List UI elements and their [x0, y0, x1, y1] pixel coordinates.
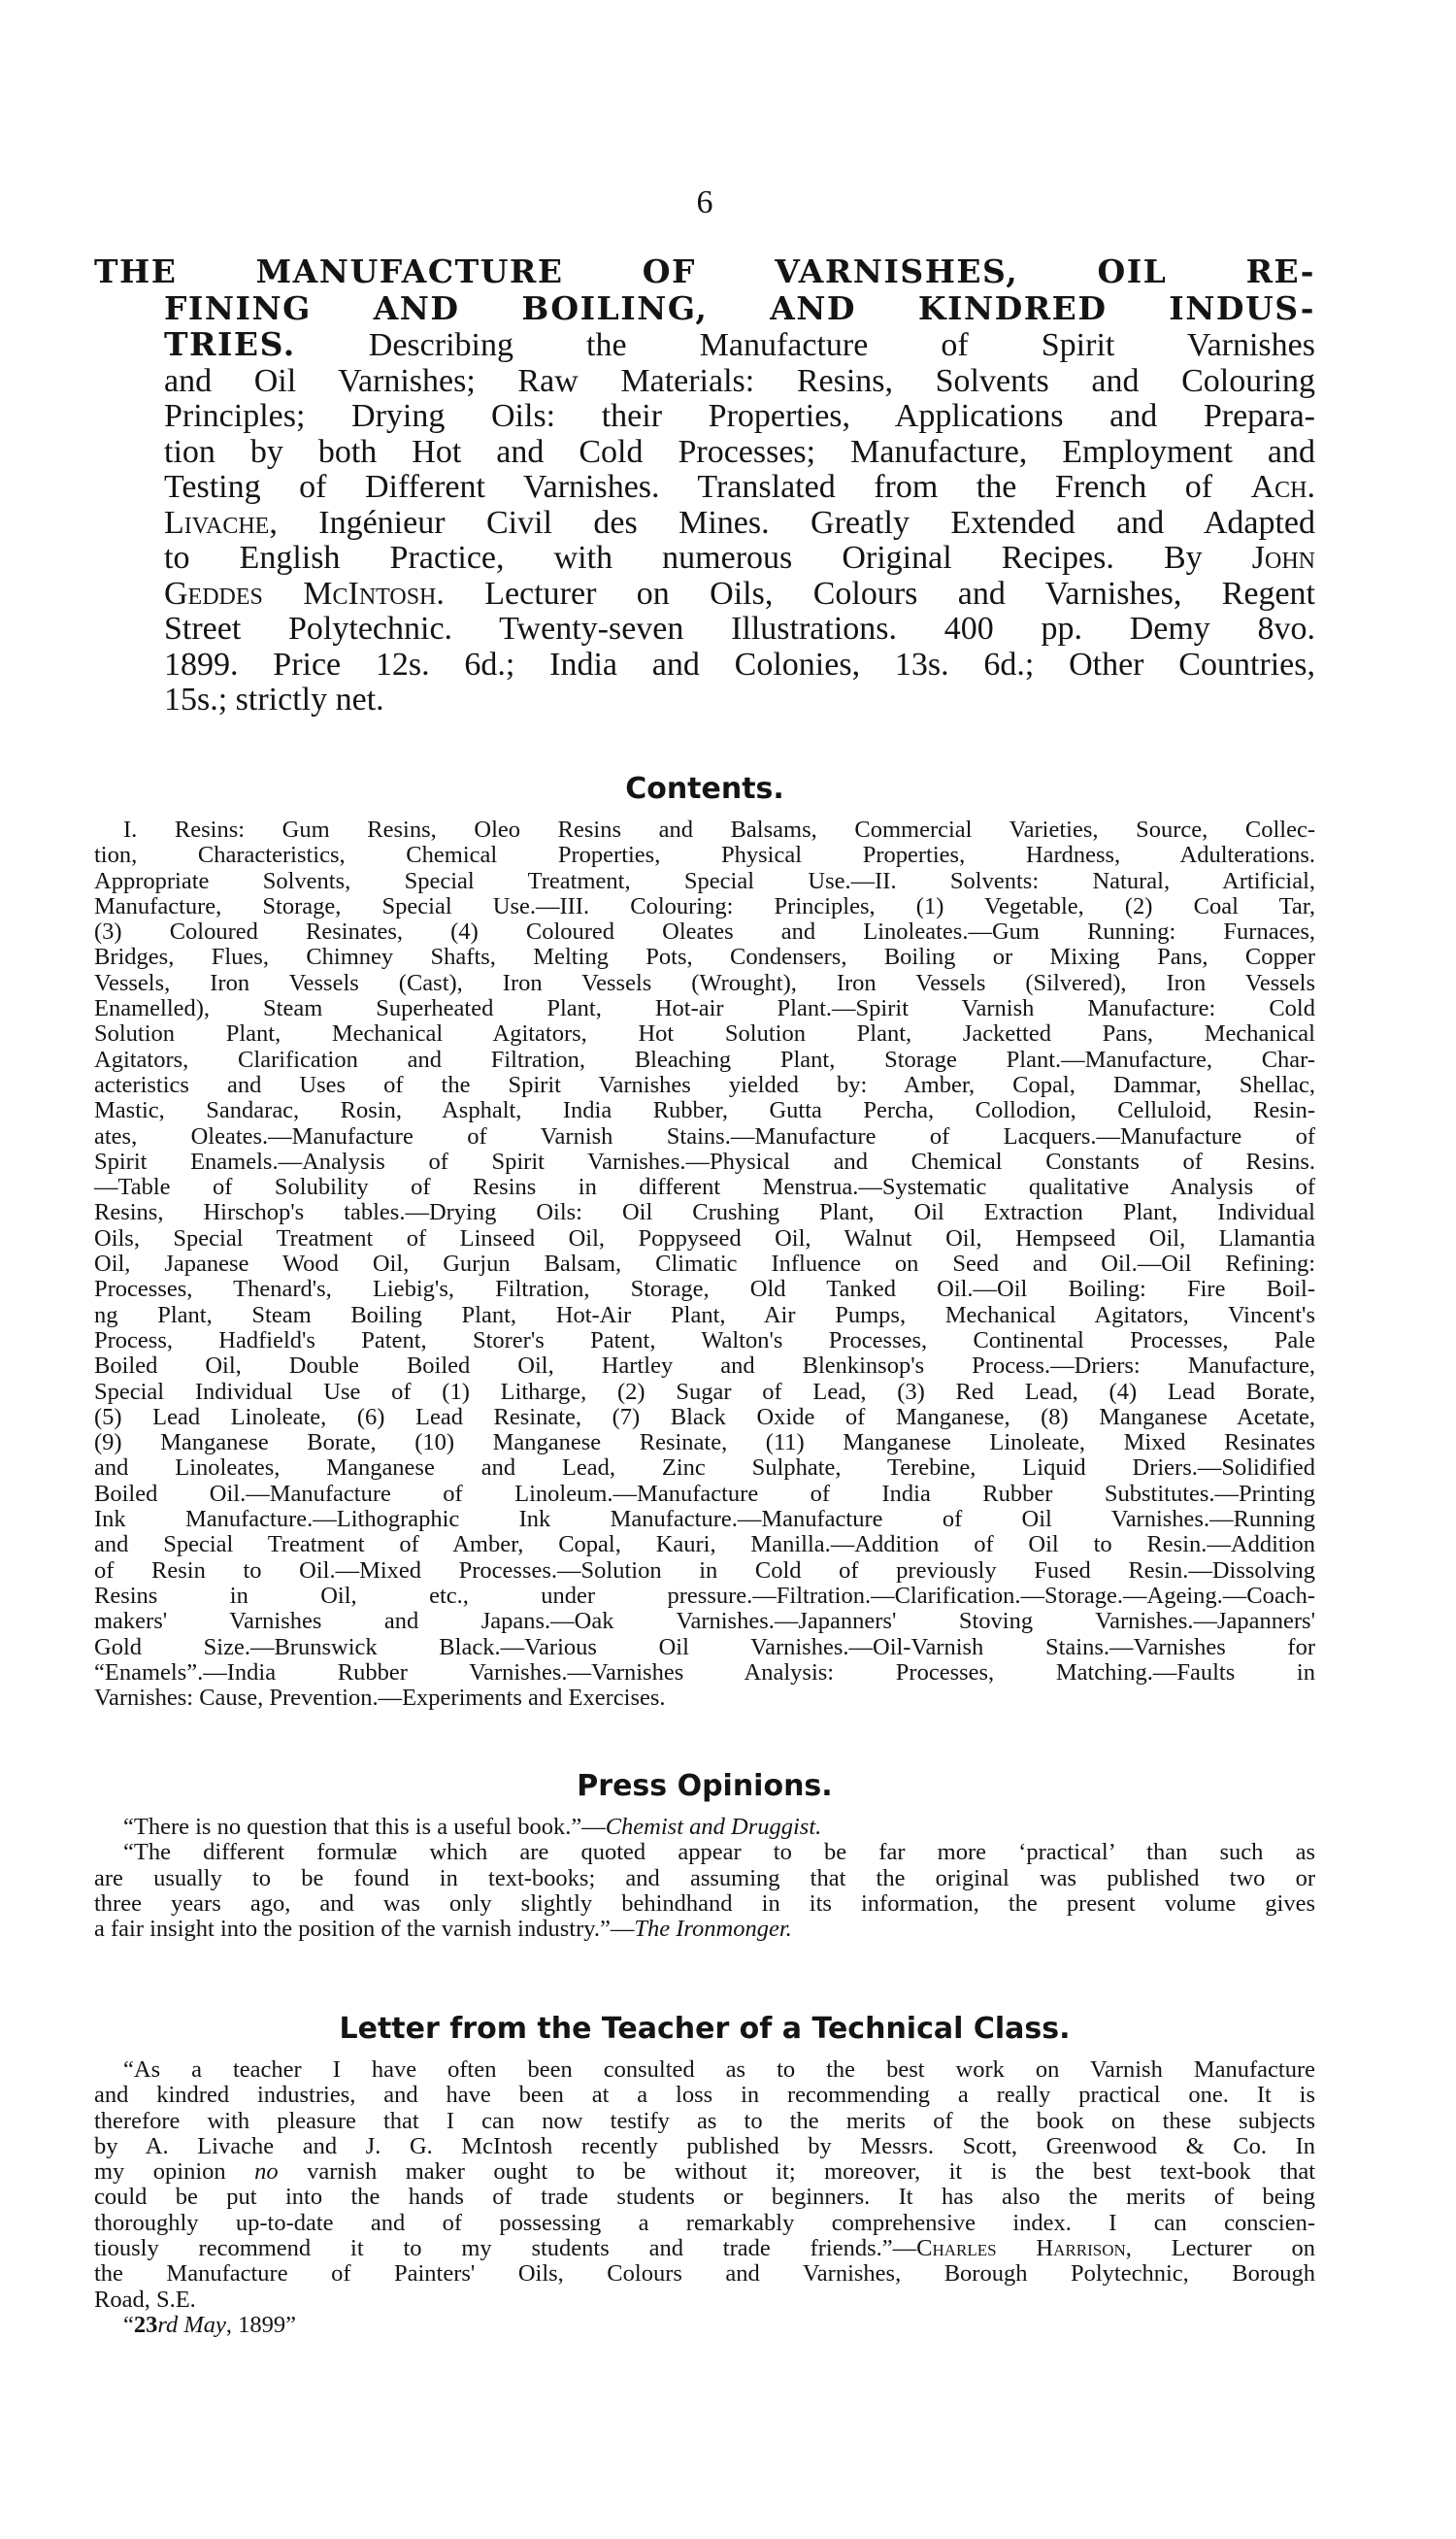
author-name: John [1251, 540, 1315, 576]
author-name: Geddes McIntosh [164, 575, 437, 612]
letter-line [94, 2236, 1315, 2261]
contents-line: Resins, Hirschop's tables.—Drying Oils: Oil Crushing Plant, Oil Extraction Plant, Individual [94, 1199, 1315, 1226]
contents-line: Mastic, Sandarac, Rosin, Asphalt, India Rubber, Gutta Percha, Collodion, Celluloid, Resin- [94, 1097, 1315, 1124]
date-month: rd May [157, 2311, 226, 2338]
letter-line: “As a teacher I have often been consulted as to the best work on Varnish Manufacture [123, 2056, 1315, 2083]
quote-text: a fair insight into the position of the varnish industry.”— [94, 1916, 635, 1943]
contents-line: Resins in Oil, etc., under pressure.—Filtration.—Clarification.—Storage.—Ageing.—Coach- [94, 1582, 1315, 1609]
contents-line: “Enamels”.—India Rubber Varnishes.—Varnishes Analysis: Processes, Matching.—Faults in [94, 1658, 1315, 1686]
book-title-part: THE MANUFACTURE OF VARNISHES, OIL RE- [94, 252, 1315, 290]
contents-line: Appropriate Solvents, Special Treatment, Special Use.—II. Solvents: Natural, Artificial, [94, 867, 1315, 894]
letter-heading: Letter from the Teacher of a Technical Class. [339, 2012, 1071, 2046]
book-description-line: Street Polytechnic. Twenty-seven Illustrations. 400 pp. Demy 8vo. [164, 611, 1315, 647]
letter-line: therefore with pleasure that I can now testify as to the merits of the book on these subjects [94, 2107, 1315, 2134]
date-quote: “ [123, 2311, 134, 2338]
book-description-line [94, 470, 1315, 506]
letter-date [94, 2313, 1315, 2338]
letter-line: Road, S.E. [94, 2286, 196, 2313]
book-title-part: TRIES. [164, 325, 296, 363]
book-description-line: and Oil Varnishes; Raw Materials: Resins, Solvents and Colouring [164, 362, 1315, 399]
press-quote-line [94, 1917, 1315, 1942]
contents-line: Special Individual Use of (1) Litharge, (2) Sugar of Lead, (3) Red Lead, (4) Lead Borate, [94, 1378, 1315, 1405]
letter-body [94, 2057, 1315, 2338]
press-opinions-heading: Press Opinions. [577, 1769, 833, 1803]
book-description-text: Describing the Manufacture of Spirit Varnishes [295, 327, 1315, 363]
contents-line: (5) Lead Linoleate, (6) Lead Resinate, (7) Black Oxide of Manganese, (8) Manganese Acetate, [94, 1403, 1315, 1430]
contents-line: Boiled Oil, Double Boiled Oil, Hartley and Blenkinsop's Process.—Driers: Manufacture, [94, 1353, 1315, 1380]
book-description-line: tion by both Hot and Cold Processes; Manufacture, Employment and [164, 433, 1315, 470]
contents-line: Gold Size.—Brunswick Black.—Various Oil Varnishes.—Oil-Varnish Stains.—Varnishes for [94, 1633, 1315, 1660]
book-description-line: Principles; Drying Oils: their Properties, Applications and Prepara- [164, 398, 1315, 434]
contents-line: makers' Varnishes and Japans.—Oak Varnishes.—Japanners' Stoving Varnishes.—Japanners' [94, 1608, 1315, 1635]
contents-line: Boiled Oil.—Manufacture of Linoleum.—Manufacture of India Rubber Substitutes.—Printing [94, 1480, 1315, 1507]
letter-text: tiously recommend it to my students and trade friends.”— [94, 2235, 917, 2262]
book-price-line: 1899. Price 12s. 6d.; India and Colonies, 13s. 6d.; Other Countries, [164, 646, 1315, 683]
book-title-line [94, 288, 1315, 328]
contents-line: Process, Hadfield's Patent, Storer's Patent, Walton's Processes, Continental Processes, Pale [94, 1326, 1315, 1353]
book-description-text: to English Practice, with numerous Original Recipes. By [164, 540, 1252, 576]
letter-line: and kindred industries, and have been at a loss in recommending a really practical one. It is [94, 2082, 1315, 2109]
contents-line: Vessels, Iron Vessels (Cast), Iron Vessels (Wrought), Iron Vessels (Silvered), Iron Vessels [94, 969, 1315, 996]
page [94, 0, 1315, 2539]
book-entry [94, 254, 1315, 718]
contents-heading: Contents. [625, 772, 784, 806]
contents-line: Bridges, Flues, Chimney Shafts, Melting Pots, Condensers, Boiling or Mixing Pans, Copper [94, 944, 1315, 971]
letter-text: my opinion [94, 2158, 255, 2186]
contents-line: and Linoleates, Manganese and Lead, Zinc Sulphate, Terebine, Liquid Driers.—Solidified [94, 1454, 1315, 1482]
book-description-text: , Ingénieur Civil des Mines. Greatly Extended and Adapted [269, 504, 1315, 541]
letter-text: varnish maker ought to be without it; moreover, it is the best text-book that [278, 2158, 1315, 2186]
contents-line: Varnishes: Cause, Prevention.—Experiments and Exercises. [94, 1685, 666, 1712]
contents-line: Solution Plant, Mechanical Agitators, Hot Solution Plant, Jacketted Pans, Mechanical [94, 1020, 1315, 1048]
date-day: 23 [133, 2311, 158, 2338]
book-description-text: . Lecturer on Oils, Colours and Varnishes, Regent [436, 575, 1315, 612]
contents-line: acteristics and Uses of the Spirit Varnishes yielded by: Amber, Copal, Dammar, Shellac, [94, 1071, 1315, 1098]
letter-text: , Lecturer on [1125, 2235, 1315, 2262]
letter-line [94, 2159, 1315, 2185]
press-quote-line: are usually to be found in text-books; and assuming that the original was published two or [94, 1864, 1315, 1891]
author-name: Livache [164, 504, 270, 541]
contents-line: Agitators, Clarification and Filtration, Bleaching Plant, Storage Plant.—Manufacture, Char- [94, 1046, 1315, 1073]
contents-line: Ink Manufacture.—Lithographic Ink Manufacture.—Manufacture of Oil Varnishes.—Running [94, 1506, 1315, 1533]
book-description-line [94, 541, 1315, 577]
contents-line: Manufacture, Storage, Special Use.—III. Colouring: Principles, (1) Vegetable, (2) Coal Tar, [94, 892, 1315, 919]
contents-line: I. Resins: Gum Resins, Oleo Resins and Balsams, Commercial Varieties, Source, Collec- [123, 817, 1315, 843]
book-description-line [94, 577, 1315, 613]
book-description-line [94, 327, 1315, 364]
letter-line: could be put into the hands of trade students or beginners. It has also the merits of being [94, 2184, 1315, 2211]
contents-line: and Special Treatment of Amber, Copal, Kauri, Manilla.—Addition of Oil to Resin.—Addition [94, 1531, 1315, 1558]
quote-source: The Ironmonger. [634, 1916, 792, 1943]
page-number: 6 [696, 184, 713, 220]
press-quote-line: three years ago, and was only slightly behindhand in its information, the present volume gives [94, 1889, 1315, 1917]
book-description-line [94, 506, 1315, 542]
contents-line: of Resin to Oil.—Mixed Processes.—Solution in Cold of previously Fused Resin.—Dissolving [94, 1556, 1315, 1584]
contents-line: Oils, Special Treatment of Linseed Oil, Poppyseed Oil, Walnut Oil, Hempseed Oil, Llamantia [94, 1224, 1315, 1252]
contents-line: Oil, Japanese Wood Oil, Gurjun Balsam, Climatic Influence on Seed and Oil.—Oil Refining: [94, 1251, 1315, 1278]
contents-line: ng Plant, Steam Boiling Plant, Hot-Air Plant, Air Pumps, Mechanical Agitators, Vincent's [94, 1301, 1315, 1328]
contents-line: (9) Manganese Borate, (10) Manganese Resinate, (11) Manganese Linoleate, Mixed Resinates [94, 1429, 1315, 1456]
contents-body [94, 818, 1315, 1711]
contents-line: Enamelled), Steam Superheated Plant, Hot-air Plant.—Spirit Varnish Manufacture: Cold [94, 995, 1315, 1022]
contents-line: tion, Characteristics, Chemical Properties, Physical Properties, Hardness, Adulterations. [94, 842, 1315, 869]
press-opinions-body [94, 1815, 1315, 1942]
letter-line: the Manufacture of Painters' Oils, Colours and Varnishes, Borough Polytechnic, Borough [94, 2260, 1315, 2288]
book-price-line: 15s.; strictly net. [164, 682, 384, 718]
contents-line: Processes, Thenard's, Liebig's, Filtration, Storage, Old Tanked Oil.—Oil Boiling: Fire Boil- [94, 1276, 1315, 1303]
letter-line: thoroughly up-to-date and of possessing a remarkably comprehensive index. I can conscien- [94, 2209, 1315, 2236]
letter-line: by A. Livache and J. G. McIntosh recently published by Messrs. Scott, Greenwood & Co. In [94, 2132, 1315, 2159]
book-title-line [94, 254, 1315, 291]
contents-line: ates, Oleates.—Manufacture of Varnish Stains.—Manufacture of Lacquers.—Manufacture of [94, 1122, 1315, 1150]
book-description-text: Testing of Different Varnishes. Translated from the French of [164, 469, 1251, 505]
press-quote-line: “The different formulæ which are quoted appear to be far more ‘practical’ than such as [123, 1839, 1315, 1866]
press-quote [94, 1815, 1315, 1840]
contents-line: —Table of Solubility of Resins in different Menstrua.—Systematic qualitative Analysis of [94, 1174, 1315, 1201]
date-year: , 1899” [225, 2311, 297, 2338]
quote-source: Chemist and Druggist. [605, 1814, 822, 1840]
author-name: Ach. [1250, 469, 1315, 505]
contents-line: Spirit Enamels.—Analysis of Spirit Varnishes.—Physical and Chemical Constants of Resins. [94, 1148, 1315, 1175]
quote-text: “There is no question that this is a useful book.”— [123, 1814, 606, 1840]
book-title-part: FINING AND BOILING, AND KINDRED INDUS- [164, 288, 1315, 327]
contents-line: (3) Coloured Resinates, (4) Coloured Oleates and Linoleates.—Gum Running: Furnaces, [94, 919, 1315, 946]
letter-emphasis: no [254, 2158, 279, 2186]
letter-author: Charles Harrison [916, 2235, 1126, 2262]
